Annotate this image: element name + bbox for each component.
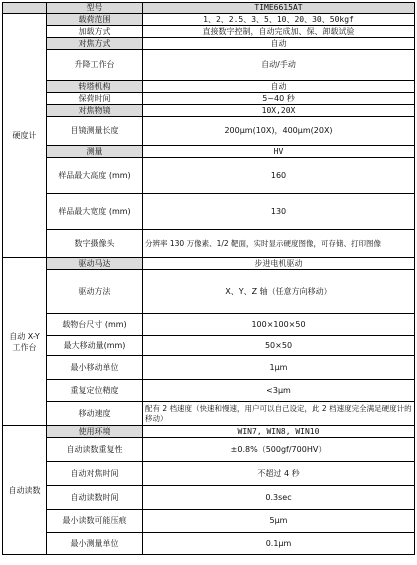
table-row xyxy=(3,258,415,270)
row-value: ±0.8%（500gf/700HV） xyxy=(143,438,415,462)
row-value: 配有 2 档速度（快速和慢速，用户可以自己设定，此 2 档速度完全满足硬度计的移动） xyxy=(143,402,415,426)
row-label: 升降工作台 xyxy=(47,50,143,81)
row-value: 5μm xyxy=(143,510,415,533)
row-label: 对焦物镜 xyxy=(47,105,143,117)
row-label: 样品最大宽度 (mm) xyxy=(47,194,143,230)
model-row xyxy=(3,3,415,14)
table-row xyxy=(3,510,415,533)
table-row xyxy=(3,81,415,93)
row-label: 加载方式 xyxy=(47,26,143,38)
table-row xyxy=(3,26,415,38)
row-label: 最小移动单位 xyxy=(47,356,143,380)
table-row xyxy=(3,356,415,380)
table-row xyxy=(3,270,415,314)
row-label: 最小测量单位 xyxy=(47,533,143,555)
row-value: 不超过 4 秒 xyxy=(143,462,415,486)
table-row xyxy=(3,194,415,230)
table-row xyxy=(3,438,415,462)
row-value: 5~40 秒 xyxy=(143,93,415,105)
row-label: 保荷时间 xyxy=(47,93,143,105)
row-value: 10X,20X xyxy=(143,105,415,117)
row-value: HV xyxy=(143,146,415,158)
table-row xyxy=(3,402,415,426)
row-value: WIN7, WIN8, WIN10 xyxy=(143,426,415,438)
model-value: TIME6615AT xyxy=(143,3,415,14)
row-value: X、Y、Z 轴（任意方向移动） xyxy=(143,270,415,314)
table-row xyxy=(3,158,415,194)
group-label: 自动读数 xyxy=(3,426,47,555)
table-row xyxy=(3,426,415,438)
group-label: 硬度计 xyxy=(3,14,47,258)
model-spacer xyxy=(3,3,47,14)
table-row xyxy=(3,38,415,50)
row-value: <3μm xyxy=(143,380,415,402)
row-label: 移动速度 xyxy=(47,402,143,426)
row-label: 重复定位精度 xyxy=(47,380,143,402)
row-value: 130 xyxy=(143,194,415,230)
model-label: 型号 xyxy=(47,3,143,14)
row-value: 160 xyxy=(143,158,415,194)
spec-sheet xyxy=(2,2,414,555)
table-row xyxy=(3,336,415,356)
table-row xyxy=(3,146,415,158)
row-label: 自动对焦时间 xyxy=(47,462,143,486)
row-label: 载物台尺寸 (mm) xyxy=(47,314,143,336)
row-label: 使用环境 xyxy=(47,426,143,438)
row-value: 自动 xyxy=(143,81,415,93)
table-row xyxy=(3,533,415,555)
row-label: 数字摄像头 xyxy=(47,230,143,258)
table-row xyxy=(3,462,415,486)
group-label: 自动 X-Y 工作台 xyxy=(3,258,47,426)
spec-table xyxy=(2,2,415,555)
row-value: 1μm xyxy=(143,356,415,380)
table-row xyxy=(3,14,415,26)
row-value: 步进电机驱动 xyxy=(143,258,415,270)
row-label: 对焦方式 xyxy=(47,38,143,50)
row-value: 1、2、2.5、3、5、10、20、30、50kgf xyxy=(143,14,415,26)
row-label: 测量 xyxy=(47,146,143,158)
row-label: 最大移动量(mm) xyxy=(47,336,143,356)
row-value: 100×100×50 xyxy=(143,314,415,336)
table-row xyxy=(3,117,415,146)
row-value: 分辨率 130 万像素、1/2 靶面，实时显示硬度图像，可存储、打印图像 xyxy=(143,230,415,258)
table-row xyxy=(3,93,415,105)
row-value: 0.1μm xyxy=(143,533,415,555)
row-label: 载荷范围 xyxy=(47,14,143,26)
table-row xyxy=(3,486,415,510)
table-row xyxy=(3,380,415,402)
table-row xyxy=(3,50,415,81)
row-value: 自动 xyxy=(143,38,415,50)
row-label: 驱动方法 xyxy=(47,270,143,314)
row-value: 直接数字控制，自动完成加、保、卸载试验 xyxy=(143,26,415,38)
row-label: 最小读数可能压痕 xyxy=(47,510,143,533)
row-value: 0.3sec xyxy=(143,486,415,510)
row-value: 自动/手动 xyxy=(143,50,415,81)
row-label: 目镜测量长度 xyxy=(47,117,143,146)
table-row xyxy=(3,105,415,117)
table-row xyxy=(3,314,415,336)
row-label: 驱动马达 xyxy=(47,258,143,270)
row-value: 50×50 xyxy=(143,336,415,356)
row-label: 转塔机构 xyxy=(47,81,143,93)
row-label: 样品最大高度 (mm) xyxy=(47,158,143,194)
row-label: 自动读数时间 xyxy=(47,486,143,510)
table-row xyxy=(3,230,415,258)
row-label: 自动读数重复性 xyxy=(47,438,143,462)
row-value: 200μm(10X)，400μm(20X) xyxy=(143,117,415,146)
